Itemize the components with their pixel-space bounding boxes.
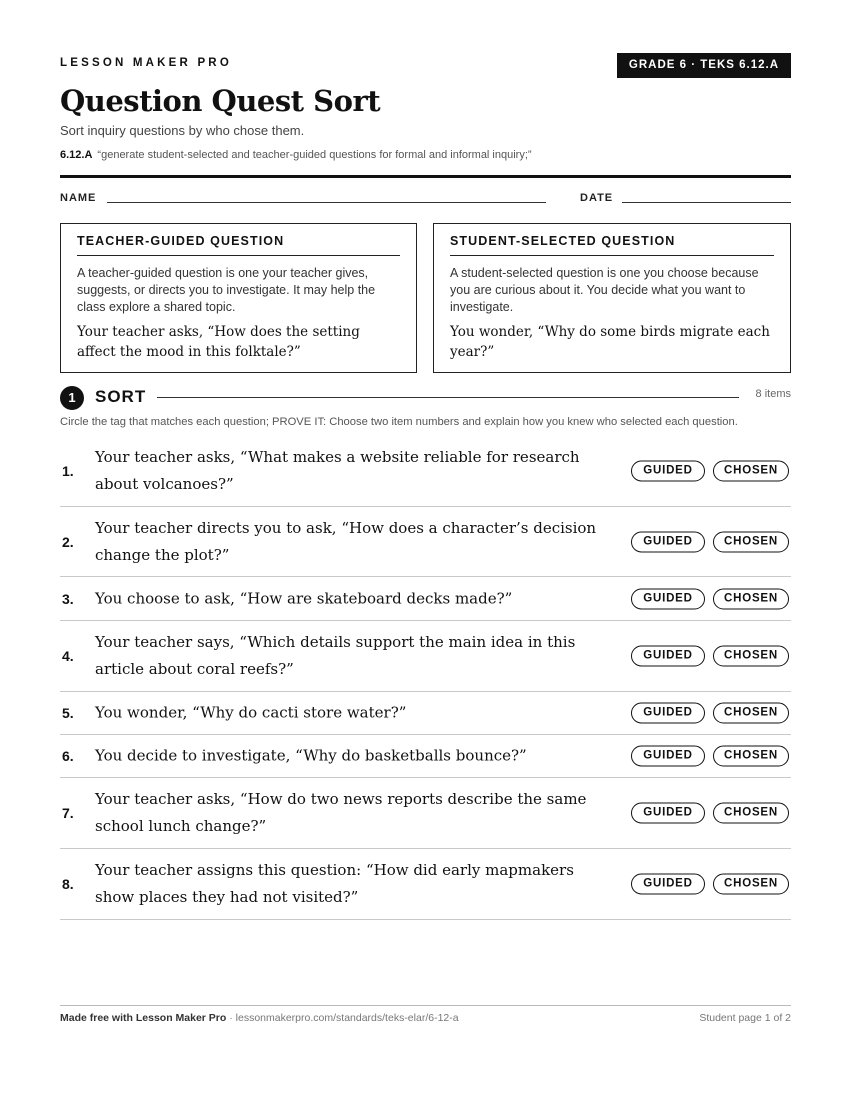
teacher-guided-example: Your teacher asks, “How does the setting affect the mood in this folktale?”	[77, 324, 360, 360]
tag-group	[631, 803, 789, 824]
page-title: Question Quest Sort	[60, 84, 381, 118]
item-number: 1.	[62, 463, 74, 479]
grade-badge: GRADE 6 · TEKS 6.12.A	[617, 53, 791, 78]
footer-brand: Made free with Lesson Maker Pro	[60, 1012, 227, 1024]
tag-group	[631, 461, 789, 482]
guided-tag[interactable]: GUIDED	[631, 803, 705, 824]
chosen-tag[interactable]: CHOSEN	[713, 703, 789, 724]
worksheet-page	[60, 0, 791, 1100]
teacher-guided-heading: TEACHER-GUIDED QUESTION	[77, 234, 400, 256]
item-question: Your teacher asks, “What makes a website reliable for research about volcanoes?”	[95, 448, 580, 493]
date-field[interactable]	[622, 202, 791, 203]
guided-tag[interactable]: GUIDED	[631, 531, 705, 552]
chosen-tag[interactable]: CHOSEN	[713, 531, 789, 552]
chosen-tag[interactable]: CHOSEN	[713, 588, 789, 609]
page-subtitle: Sort inquiry questions by who chose them.	[60, 123, 305, 138]
tag-group	[631, 531, 789, 552]
guided-tag[interactable]: GUIDED	[631, 746, 705, 767]
tag-group	[631, 703, 789, 724]
list-item	[60, 621, 791, 692]
item-number: 6.	[62, 748, 74, 764]
guided-tag[interactable]: GUIDED	[631, 461, 705, 482]
tag-group	[631, 588, 789, 609]
student-selected-heading: STUDENT-SELECTED QUESTION	[450, 234, 774, 256]
date-label: DATE	[580, 192, 614, 204]
tag-group	[631, 746, 789, 767]
item-question: You choose to ask, “How are skateboard decks made?”	[95, 589, 513, 607]
teacher-guided-definition: A teacher-guided question is one your teacher gives, suggests, or directs you to investigate. It may help the class explore a shared topic.	[77, 266, 376, 314]
item-number: 4.	[62, 648, 74, 664]
chosen-tag[interactable]: CHOSEN	[713, 461, 789, 482]
chosen-tag[interactable]: CHOSEN	[713, 646, 789, 667]
name-date-row	[60, 192, 791, 206]
item-number: 2.	[62, 533, 74, 550]
standard-line	[60, 149, 532, 161]
standard-code: 6.12.A	[60, 149, 93, 161]
name-label: NAME	[60, 192, 97, 204]
item-question: You decide to investigate, “Why do basketballs bounce?”	[95, 746, 527, 765]
standard-text: “generate student-selected and teacher-guided questions for formal and informal inquiry;”	[97, 149, 532, 161]
guided-tag[interactable]: GUIDED	[631, 646, 705, 667]
list-item	[60, 436, 791, 507]
student-selected-definition-box	[433, 223, 791, 373]
item-number: 3.	[62, 590, 74, 607]
list-item	[60, 735, 791, 778]
guided-tag[interactable]: GUIDED	[631, 874, 705, 895]
student-selected-definition: A student-selected question is one you choose because you are curious about it. You decide what you want to investigate.	[450, 266, 759, 314]
tag-group	[631, 874, 789, 895]
tag-group	[631, 646, 789, 667]
item-question: Your teacher asks, “How do two news reports describe the same school lunch change?”	[95, 790, 587, 835]
item-number: 5.	[62, 705, 74, 721]
list-item	[60, 507, 791, 577]
sort-instructions: Circle the tag that matches each question; PROVE IT: Choose two item numbers and explain how you knew who selected each question.	[60, 416, 738, 428]
sort-items-list	[60, 436, 791, 920]
brand-name: LESSON MAKER PRO	[60, 57, 232, 69]
student-selected-example: You wonder, “Why do some birds migrate each year?”	[450, 324, 770, 360]
teacher-guided-definition-box	[60, 223, 417, 373]
section-number-badge: 1	[60, 386, 84, 410]
item-question: Your teacher says, “Which details support the main idea in this article about coral reefs?”	[95, 633, 576, 678]
guided-tag[interactable]: GUIDED	[631, 588, 705, 609]
chosen-tag[interactable]: CHOSEN	[713, 803, 789, 824]
list-item	[60, 692, 791, 735]
item-number: 7.	[62, 805, 74, 821]
item-question: Your teacher directs you to ask, “How does a character’s decision change the plot?”	[95, 518, 597, 564]
footer-separator: ·	[226, 1012, 236, 1024]
sort-section-header	[60, 386, 791, 410]
name-field[interactable]	[107, 202, 546, 203]
footer-divider	[60, 1005, 791, 1006]
section-rule	[157, 397, 739, 398]
chosen-tag[interactable]: CHOSEN	[713, 746, 789, 767]
header-divider	[60, 175, 791, 178]
footer-url[interactable]: lessonmakerpro.com/standards/teks-elar/6-12-a	[235, 1012, 459, 1024]
item-count: 8 items	[755, 388, 791, 400]
guided-tag[interactable]: GUIDED	[631, 703, 705, 724]
list-item	[60, 849, 791, 920]
list-item	[60, 778, 791, 849]
item-number: 8.	[62, 876, 74, 892]
item-question: Your teacher assigns this question: “How did early mapmakers show places they had not visited?”	[95, 861, 574, 906]
footer-credit	[60, 1012, 459, 1024]
chosen-tag[interactable]: CHOSEN	[713, 874, 789, 895]
list-item	[60, 577, 791, 621]
item-question: You wonder, “Why do cacti store water?”	[95, 703, 407, 722]
page-number: Student page 1 of 2	[699, 1012, 791, 1024]
section-title: SORT	[95, 387, 147, 406]
